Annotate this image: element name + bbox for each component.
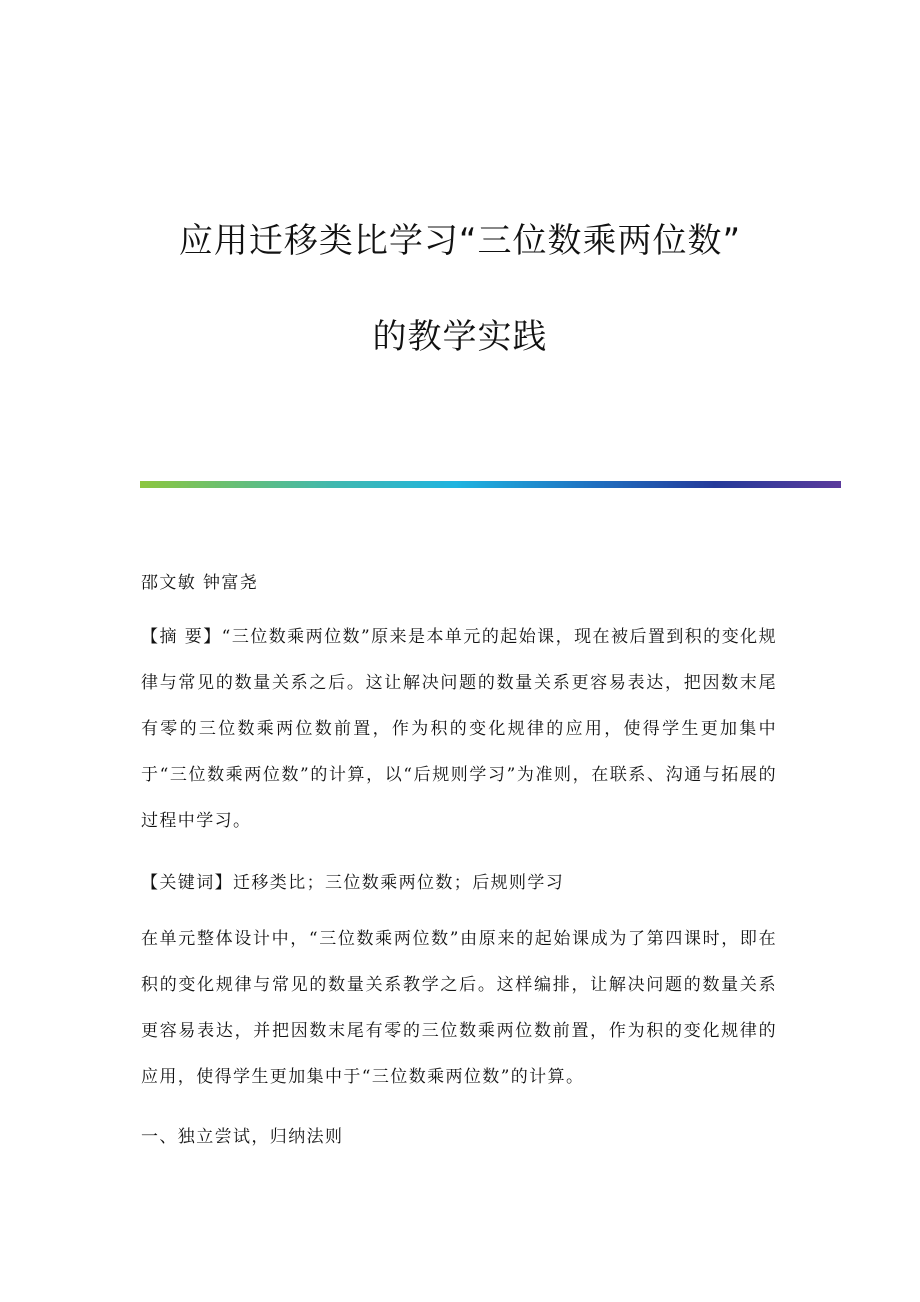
- keywords-label: 【关键词】: [141, 873, 233, 893]
- title-line-1: 应用迁移类比学习“三位数乘两位数”: [178, 221, 742, 261]
- abstract-text: “三位数乘两位数”原来是本单元的起始课，现在被后置到积的变化规律与常见的数量关系之后。这让解决问题的数量关系更容易表达，把因数末尾有零的三位数乘两位数前置，作为积的变化规律的应用，使得学生更加集中于“三位数乘两位数”的计算，以“后规则学习”为准则，在联系、沟通与拓展的过程中学习。: [141, 627, 778, 831]
- keywords: [141, 860, 777, 906]
- abstract: [141, 614, 777, 844]
- abstract-label: 【摘 要】: [141, 627, 222, 647]
- section-heading: 一、独立尝试，归纳法则: [141, 1127, 344, 1147]
- authors: 邵文敏 钟富尧: [141, 573, 259, 593]
- body-paragraph: 在单元整体设计中，“三位数乘两位数”由原来的起始课成为了第四课时，即在积的变化规律与常见的数量关系教学之后。这样编排，让解决问题的数量关系更容易表达，并把因数末尾有零的三位数乘两位数前置，作为积的变化规律的应用，使得学生更加集中于“三位数乘两位数”的计算。: [141, 929, 777, 1087]
- keywords-text: 迁移类比；三位数乘两位数；后规则学习: [233, 873, 565, 893]
- title-line-2: 的教学实践: [372, 317, 548, 357]
- gradient-divider: [140, 481, 841, 488]
